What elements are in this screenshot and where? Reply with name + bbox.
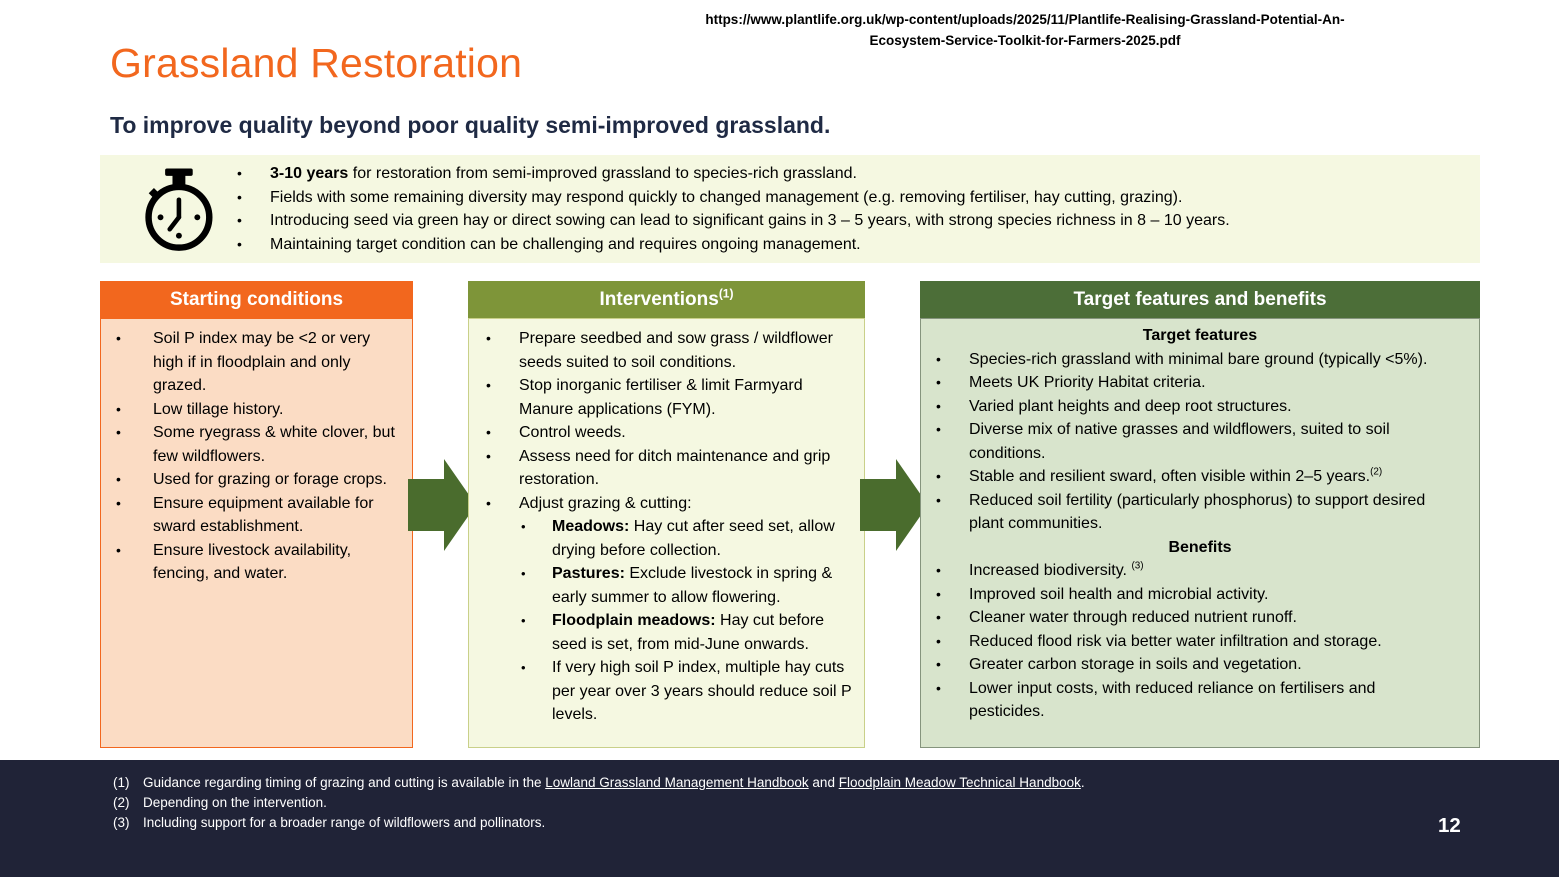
- target-features-header: Target features and benefits: [920, 281, 1480, 318]
- list-item: • Low tillage history.: [101, 398, 412, 422]
- target-features-column: [920, 281, 1480, 748]
- list-item: [921, 559, 1479, 583]
- item-text: Control weeds.: [519, 424, 626, 441]
- item-text: Reduced flood risk via better water infiltration and storage.: [969, 632, 1382, 650]
- list-item: • Soil P index may be <2 or very high if in floodplain and only grazed.: [101, 327, 412, 398]
- interventions-body: [468, 318, 865, 748]
- right-arrow-icon: [407, 459, 477, 551]
- list-item: [921, 653, 1479, 677]
- footnote-ref: (2): [1370, 466, 1383, 478]
- footer-band: [0, 760, 1559, 877]
- list-item: [469, 374, 864, 421]
- timing-bullet-lead: 3-10 years: [270, 165, 349, 182]
- page-subtitle: To improve quality beyond poor quality semi-improved grassland.: [110, 112, 831, 138]
- footnote-ref: (3): [1131, 560, 1144, 572]
- list-item: [469, 421, 864, 445]
- list-item: • Ensure equipment available for sward establishment.: [101, 492, 412, 539]
- footnote-number: (3): [113, 815, 130, 830]
- arrow-shape: [408, 459, 476, 551]
- list-item: [921, 395, 1479, 419]
- item-text: Hay cut before seed is set, from mid-June onwards.: [552, 612, 825, 653]
- interventions-header: [468, 281, 865, 318]
- list-item: • Some ryegrass & white clover, but few wildflowers.: [101, 421, 412, 468]
- item-text: If very high soil P index, multiple hay cuts per year over 3 years should reduce soil P levels.: [552, 659, 852, 723]
- footnote-text: Depending on the intervention.: [143, 795, 327, 810]
- list-subitem: [469, 656, 864, 727]
- item-text: Meets UK Priority Habitat criteria.: [969, 374, 1206, 391]
- item-text: Greater carbon storage in soils and vegetation.: [969, 656, 1302, 673]
- list-item: [921, 418, 1479, 465]
- item-text: Stable and resilient sward, often visible within 2–5 years.: [969, 468, 1371, 485]
- footnote-text-segment: and: [808, 775, 839, 790]
- starting-conditions-list: [101, 327, 412, 586]
- item-text: Hay cut after seed set, allow drying before collection.: [552, 518, 835, 559]
- list-item: [921, 630, 1479, 654]
- target-features-body: [920, 318, 1480, 748]
- item-lead: Floodplain meadows:: [552, 612, 716, 629]
- interventions-column: [468, 281, 865, 748]
- interventions-header-footnote-ref: (1): [718, 286, 734, 301]
- timing-bullet-text: Introducing seed via green hay or direct sowing can lead to significant gains in 3 – 5 years, with strong species richness in 8 – 10 years.: [270, 212, 1230, 229]
- source-url-line2: Ecosystem-Service-Toolkit-for-Farmers-2025.pdf: [869, 33, 1181, 48]
- source-url-link[interactable]: [625, 9, 1425, 51]
- item-text: Increased biodiversity.: [969, 562, 1132, 579]
- starting-conditions-header: Starting conditions: [100, 281, 413, 318]
- item-text: Varied plant heights and deep root structures.: [969, 397, 1292, 415]
- right-arrow-icon: [859, 459, 929, 551]
- footnote-text-segment: Guidance regarding timing of grazing and cutting is available in the: [143, 775, 546, 790]
- item-text: Species-rich grassland with minimal bare ground (typically <5%).: [969, 350, 1428, 368]
- item-lead: Pastures:: [552, 565, 625, 582]
- item-text: Stop inorganic fertiliser & limit Farmyard Manure applications (FYM).: [519, 377, 803, 418]
- footnote-number: (1): [113, 775, 130, 790]
- item-text: Diverse mix of native grasses and wildflowers, suited to soil conditions.: [969, 421, 1390, 462]
- footnote-3: [113, 813, 1085, 833]
- timing-list: [235, 162, 1465, 256]
- interventions-header-text: Interventions: [599, 289, 719, 310]
- source-url-line1: https://www.plantlife.org.uk/wp-content/uploads/2025/11/Plantlife-Realising-Grassland-Potential-An-: [705, 12, 1345, 27]
- arrow-shape: [860, 459, 928, 551]
- list-item: [921, 583, 1479, 607]
- timing-bullet: [235, 233, 1465, 257]
- list-item: [921, 677, 1479, 724]
- page-title: Grassland Restoration: [110, 40, 523, 86]
- timing-bullet: [235, 209, 1465, 233]
- list-subitem: [469, 609, 864, 656]
- list-item: [921, 348, 1479, 372]
- item-text: Improved soil health and microbial activity.: [969, 585, 1269, 603]
- target-features-list: [921, 348, 1479, 536]
- list-subitem: [469, 515, 864, 562]
- timing-bullet-text: Maintaining target condition can be challenging and requires ongoing management.: [270, 235, 861, 253]
- benefits-subheading: Benefits: [1168, 538, 1232, 556]
- timing-bullet: [235, 186, 1465, 210]
- timing-bullet-text: for restoration from semi-improved grassland to species-rich grassland.: [348, 165, 857, 182]
- list-item: [469, 492, 864, 516]
- item-text: Lower input costs, with reduced reliance on fertilisers and pesticides.: [969, 679, 1376, 720]
- item-text: Prepare seedbed and sow grass / wildflower seeds suited to soil conditions.: [519, 330, 833, 371]
- footnote-text: Including support for a broader range of wildflowers and pollinators.: [143, 815, 546, 830]
- list-item: [921, 606, 1479, 630]
- list-item: [921, 489, 1479, 536]
- item-text: Cleaner water through reduced nutrient runoff.: [969, 609, 1297, 626]
- list-item: • Ensure livestock availability, fencing, and water.: [101, 539, 412, 586]
- list-item: [921, 465, 1479, 489]
- footnote-text-segment: .: [1080, 775, 1085, 790]
- starting-conditions-body: [100, 318, 413, 748]
- footnote-2: [113, 793, 1085, 813]
- timing-callout: [100, 155, 1480, 263]
- footnotes-list: [113, 773, 1085, 833]
- item-text: Exclude livestock in spring & early summer to allow flowering.: [552, 565, 833, 606]
- footnote-1: [113, 773, 1085, 793]
- item-text: Assess need for ditch maintenance and grip restoration.: [519, 447, 831, 488]
- lowland-grassland-handbook-link[interactable]: Lowland Grassland Management Handbook: [545, 775, 809, 790]
- list-subitem: [469, 562, 864, 609]
- footnote-text: [143, 775, 1085, 790]
- stopwatch-icon: [132, 163, 224, 255]
- floodplain-meadow-handbook-link[interactable]: Floodplain Meadow Technical Handbook: [838, 775, 1081, 790]
- list-item: • Used for grazing or forage crops.: [101, 468, 412, 492]
- target-features-subheading: Target features: [1142, 327, 1258, 344]
- interventions-list: [469, 327, 864, 727]
- list-item: [921, 371, 1479, 395]
- page-number: 12: [1438, 814, 1461, 837]
- footnote-number: (2): [113, 795, 130, 810]
- item-text: Adjust grazing & cutting:: [519, 494, 692, 512]
- starting-conditions-column: [100, 281, 413, 748]
- item-lead: Meadows:: [552, 518, 630, 535]
- timing-bullet: [235, 162, 1465, 186]
- list-item: [469, 327, 864, 374]
- benefits-list: [921, 559, 1479, 724]
- item-text: Reduced soil fertility (particularly phosphorus) to support desired plant communities.: [969, 491, 1426, 532]
- list-item: [469, 445, 864, 492]
- timing-bullet-text: Fields with some remaining diversity may respond quickly to changed management (e.g. removing fertiliser, hay cutting, grazing).: [270, 188, 1183, 206]
